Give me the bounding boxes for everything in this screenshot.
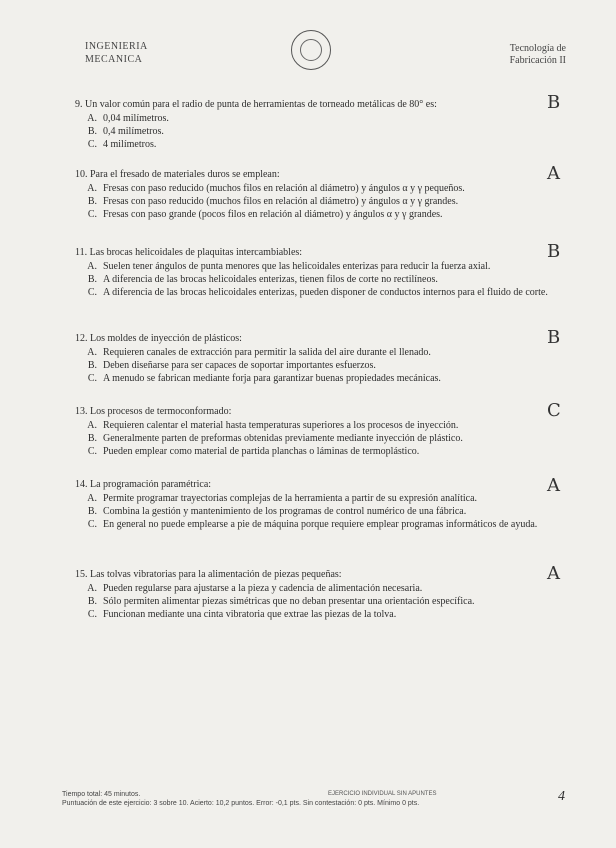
option-c: [75, 138, 570, 151]
option-text: Generalmente parten de preformas obtenidas previamente mediante inyección de plástico.: [103, 433, 463, 444]
option-text: Pueden emplear como material de partida planchas o láminas de termoplástico.: [103, 446, 420, 457]
question-text: [75, 98, 570, 112]
course-label: [510, 43, 566, 67]
footer-scoring: Puntuación de este ejercicio: 3 sobre 10. Acierto: 10,2 puntos. Error: -0,1 pts. Sin contestación: 0 pts. Mínimo 0 pts.: [62, 800, 420, 807]
question-text: [75, 332, 570, 346]
question-number: 12.: [75, 333, 88, 344]
option-b: [75, 432, 570, 445]
university-seal-icon: [291, 30, 331, 70]
option-letter: C.: [87, 446, 97, 457]
option-text: Requieren calentar el material hasta temperaturas superiores a los procesos de inyección.: [103, 420, 459, 431]
department-line-1: INGENIERIA: [85, 41, 148, 52]
option-letter: B.: [87, 360, 97, 371]
handwritten-answer: A: [547, 475, 560, 496]
question-number: 9.: [75, 99, 83, 110]
option-text: 0,4 milímetros.: [103, 126, 164, 137]
question-text: [75, 478, 570, 492]
page-number: 4: [558, 789, 565, 804]
question-10: [75, 163, 570, 221]
question-number: 14.: [75, 479, 88, 490]
option-a: [75, 260, 570, 273]
option-b: [75, 359, 570, 372]
question-statement: Para el fresado de materiales duros se emplean:: [90, 169, 280, 180]
handwritten-answer: B: [547, 92, 561, 113]
option-a: [75, 182, 570, 195]
option-letter: B.: [87, 126, 97, 137]
department-line-2: MECANICA: [85, 54, 143, 65]
option-text: Fresas con paso reducido (muchos filos en relación al diámetro) y ángulos α y γ grandes.: [103, 196, 459, 207]
option-letter: B.: [87, 506, 97, 517]
option-text: A diferencia de las brocas helicoidales enterizas, tienen filos de corte no rectilíneos.: [103, 274, 438, 285]
option-a: [75, 492, 570, 505]
option-c: [75, 518, 570, 531]
option-a: [75, 346, 570, 359]
department-label: [85, 40, 148, 66]
option-text: Permite programar trayectorias complejas de la herramienta a partir de su expresión analítica.: [103, 493, 478, 504]
question-12: [75, 327, 570, 385]
option-a: [75, 582, 570, 595]
question-statement: Las tolvas vibratorias para la alimentación de piezas pequeñas:: [90, 569, 342, 580]
option-text: Pueden regularse para ajustarse a la pieza y cadencia de alimentación necesaria.: [103, 583, 423, 594]
option-letter: A.: [87, 493, 97, 504]
option-letter: B.: [87, 196, 97, 207]
footer-exam-type: EJERCICIO INDIVIDUAL SIN APUNTES: [328, 791, 437, 797]
question-text: [75, 168, 570, 182]
option-c: [75, 445, 570, 458]
option-b: [75, 195, 570, 208]
option-text: Requieren canales de extracción para permitir la salida del aire durante el llenado.: [103, 347, 431, 358]
option-a: [75, 419, 570, 432]
question-text: [75, 568, 570, 582]
handwritten-answer: B: [547, 241, 561, 262]
option-text: En general no puede emplearse a pie de máquina porque requiere emplear programas informáticos de ayuda.: [103, 519, 538, 530]
option-letter: B.: [87, 433, 97, 444]
option-text: Fresas con paso grande (pocos filos en relación al diámetro) y ángulos α y γ grandes.: [103, 209, 443, 220]
question-statement: Las brocas helicoidales de plaquitas intercambiables:: [89, 247, 303, 258]
option-text: Sólo permiten alimentar piezas simétricas que no deban presentar una orientación específica.: [103, 596, 475, 607]
question-statement: La programación paramétrica:: [90, 479, 212, 490]
option-a: [75, 112, 570, 125]
option-text: Deben diseñarse para ser capaces de soportar importantes esfuerzos.: [103, 360, 376, 371]
question-statement: Un valor común para el radio de punta de herramientas de torneado metálicas de 80° es:: [85, 99, 437, 110]
option-letter: B.: [87, 596, 97, 607]
option-letter: C.: [87, 139, 97, 150]
question-number: 13.: [75, 406, 88, 417]
option-text: Combina la gestión y mantenimiento de los programas de control numérico de una fábrica.: [103, 506, 467, 517]
question-11: [75, 241, 570, 299]
option-letter: C.: [87, 373, 97, 384]
option-text: Fresas con paso reducido (muchos filos en relación al diámetro) y ángulos α y γ pequeños.: [103, 183, 465, 194]
option-b: [75, 505, 570, 518]
option-c: [75, 286, 570, 299]
question-statement: Los moldes de inyección de plásticos:: [90, 333, 242, 344]
question-14: [75, 475, 570, 531]
option-b: [75, 273, 570, 286]
handwritten-answer: C: [547, 400, 561, 421]
option-text: 4 milímetros.: [103, 139, 157, 150]
option-b: [75, 595, 570, 608]
option-letter: C.: [87, 209, 97, 220]
option-text: A menudo se fabrican mediante forja para garantizar buenas propiedades mecánicas.: [103, 373, 441, 384]
option-letter: A.: [87, 261, 97, 272]
option-b: [75, 125, 570, 138]
question-number: 10.: [75, 169, 88, 180]
question-number: 11.: [75, 247, 88, 258]
option-text: A diferencia de las brocas helicoidales enterizas, pueden disponer de conductos internos para el fluido de corte.: [103, 287, 548, 298]
question-13: [75, 400, 570, 458]
question-15: [75, 563, 570, 621]
question-text: [75, 246, 570, 260]
option-c: [75, 608, 570, 621]
option-text: 0,04 milímetros.: [103, 113, 169, 124]
handwritten-answer: A: [547, 163, 560, 184]
option-letter: A.: [87, 583, 97, 594]
option-letter: A.: [87, 420, 97, 431]
handwritten-answer: A: [547, 563, 560, 584]
option-letter: C.: [87, 519, 97, 530]
option-text: Suelen tener ángulos de punta menores que las helicoidales enterizas para reducir la fuerza axial.: [103, 261, 491, 272]
question-number: 15.: [75, 569, 88, 580]
handwritten-answer: B: [547, 327, 561, 348]
course-line-2: Fabricación II: [509, 55, 566, 66]
option-letter: C.: [87, 287, 97, 298]
option-letter: A.: [87, 183, 97, 194]
option-c: [75, 372, 570, 385]
question-text: [75, 405, 570, 419]
question-9: [75, 92, 570, 151]
course-line-1: Tecnología de: [509, 43, 566, 54]
option-letter: B.: [87, 274, 97, 285]
question-statement: Los procesos de termoconformado:: [90, 406, 232, 417]
option-letter: A.: [87, 347, 97, 358]
option-letter: C.: [87, 609, 97, 620]
option-letter: A.: [87, 113, 97, 124]
option-c: [75, 208, 570, 221]
option-text: Funcionan mediante una cinta vibratoria que extrae las piezas de la tolva.: [103, 609, 397, 620]
footer-time: Tiempo total: 45 minutos.: [62, 791, 141, 798]
